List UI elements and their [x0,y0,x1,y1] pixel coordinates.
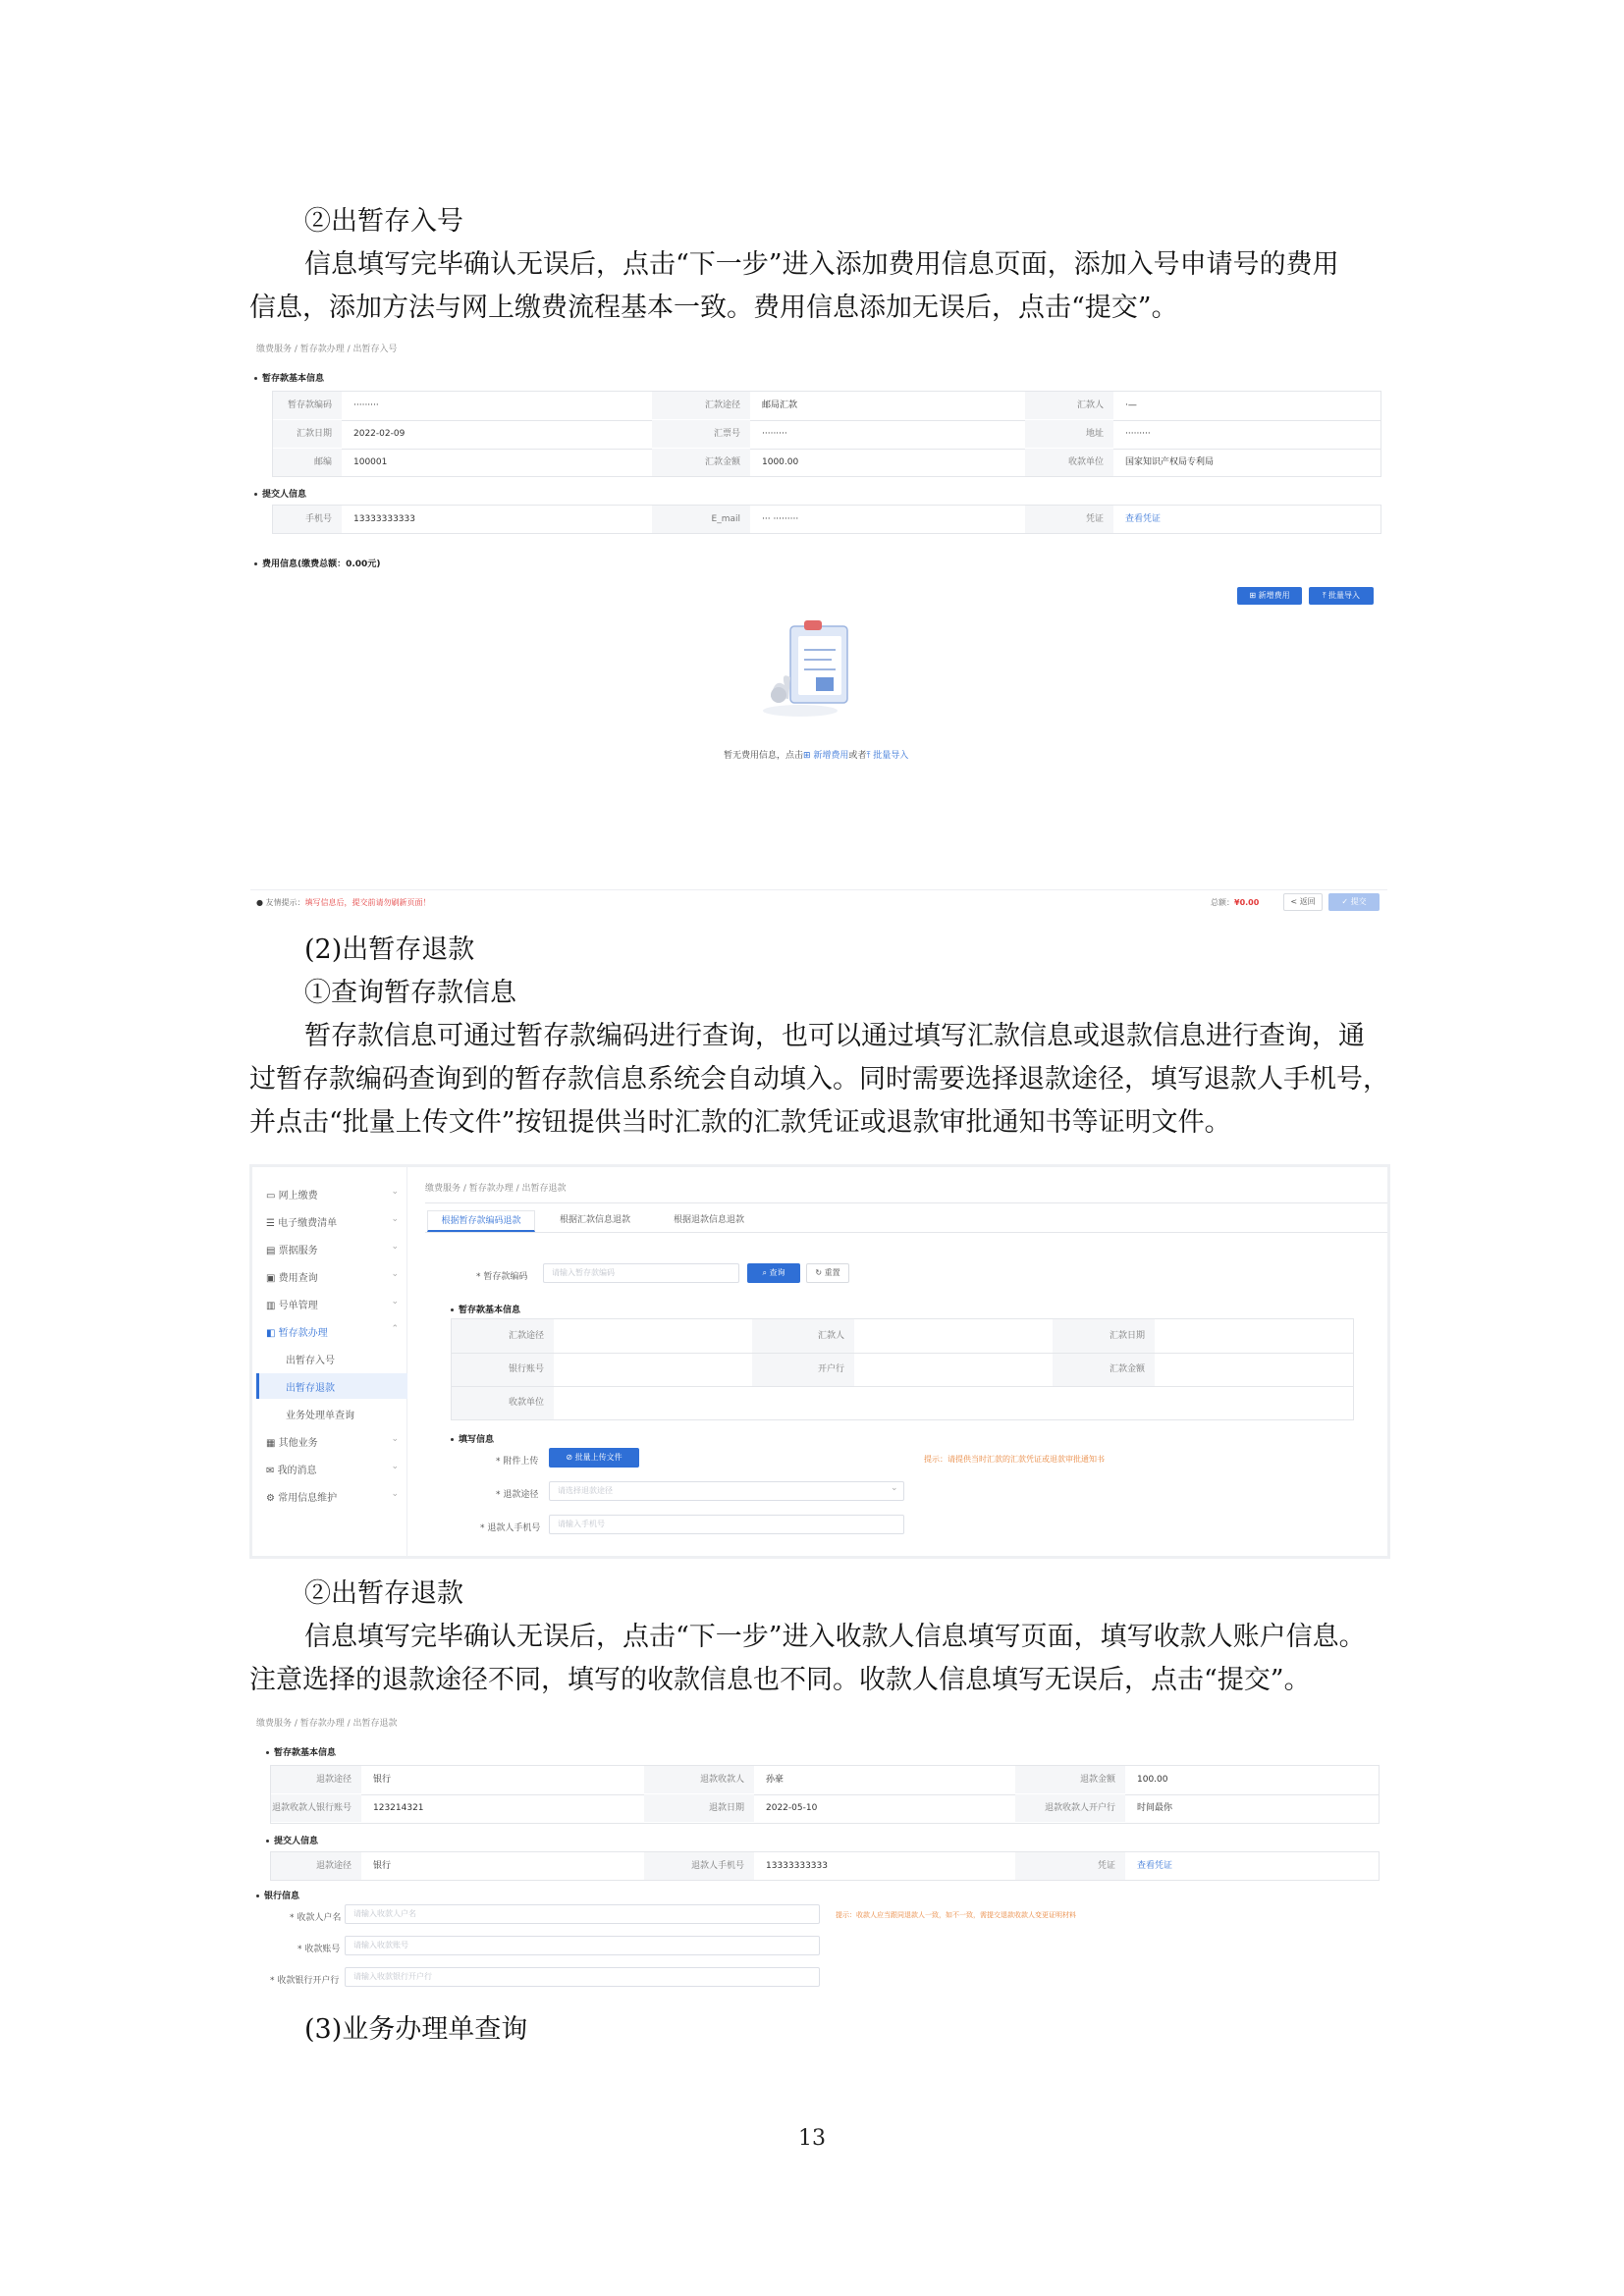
section-title-2: (2)出暂存退款 [304,934,475,965]
value: 孙豪 [766,1775,785,1785]
sidebar-item-number-mgmt[interactable]: ▥ 号单管理 [266,1301,318,1311]
label: 收款单位 [1025,449,1113,476]
empty-text-a: 暂无费用信息，点击 [724,751,804,761]
sidebar-subitem-deposit-refund[interactable]: 出暂存退款 [286,1383,335,1394]
empty-add-fee-link[interactable]: ⊞ 新增费用 [803,751,849,761]
value: 13333333333 [766,1861,828,1871]
step-heading-3: ②出暂存退款 [304,1578,463,1609]
sidebar-item-common-info[interactable]: ⚙ 常用信息维护 [266,1493,338,1504]
label: 开户行 [752,1354,854,1386]
breadcrumb: 缴费服务 / 暂存款办理 / 出暂存入号 [256,345,398,354]
reset-button[interactable]: ↻ 重置 [806,1263,849,1283]
value: 银行 [373,1775,392,1785]
label: 汇款日期 [1053,1319,1155,1353]
add-fee-button[interactable]: ⊞ 新增费用 [1237,587,1302,605]
info-icon: ● [256,898,263,907]
chevron-down-icon: ⌄ [391,1269,399,1279]
bank-branch-label: * 收款银行开户行 [270,1976,340,1986]
sidebar-item-fee-query[interactable]: ▣ 费用查询 [266,1273,318,1284]
paragraph-2-line-1: 暂存款信息可通过暂存款编码进行查询，也可以通过填写汇款信息或退款信息进行查询，通 [304,1021,1365,1051]
value: 时间最你 [1137,1803,1173,1813]
chevron-up-icon: ⌃ [391,1324,399,1334]
paragraph-2-line-3: 并点击“批量上传文件”按钮提供当时汇款的汇款凭证或退款审批通知书等证明文件。 [249,1107,1231,1138]
label: 汇款途径 [452,1319,554,1353]
value: ········· [762,429,787,439]
refund-info-table [270,1765,1380,1824]
paragraph-3-line-1: 信息填写完毕确认无误后，点击“下一步”进入收款人信息填写页面，填写收款人账户信息。 [304,1622,1366,1652]
total-label: 总额： [1211,898,1234,907]
section-title-3: (3)业务办理单查询 [304,2014,528,2045]
tab-by-refund[interactable]: 根据退款信息退款 [673,1215,744,1225]
account-input[interactable]: 请输入收款账号 [345,1936,820,1955]
section-basic-info: 暂存款基本信息 [266,1745,336,1758]
breadcrumb: 缴费服务 / 暂存款办理 / 出暂存退款 [425,1184,567,1194]
sidebar-item-deposit[interactable]: ◧ 暂存款办理 [266,1328,328,1339]
payee-name-input[interactable]: 请输入收款人户名 [345,1904,820,1924]
label: 汇款途径 [652,392,750,419]
section-submitter-info: 提交人信息 [266,1834,318,1846]
value: ········· [1125,429,1151,439]
step-heading-2: ①查询暂存款信息 [304,978,516,1008]
value: 2022-05-10 [766,1803,818,1813]
label: 凭证 [1015,1852,1125,1880]
label: 汇款人 [752,1319,854,1353]
submitter-table [272,505,1381,534]
basic-info-table [272,391,1381,477]
empty-batch-import-link[interactable]: ⤒ 批量导入 [866,751,909,761]
attach-label: * 附件上传 [496,1457,539,1467]
view-voucher-link[interactable]: 查看凭证 [1125,514,1162,524]
payee-name-label: * 收款人户名 [290,1913,342,1923]
deposit-info-table [451,1318,1354,1420]
empty-state-text [724,748,908,761]
label: 退款途径 [271,1852,361,1880]
paragraph-2-line-2: 过暂存款编码查询到的暂存款信息系统会自动填入。同时需要选择退款途径，填写退款人手机号， [249,1064,1389,1095]
tab-by-remit[interactable]: 根据汇款信息退款 [559,1215,630,1225]
label: 邮编 [273,449,342,476]
value: 邮局汇款 [762,400,798,410]
value: 100.00 [1137,1775,1168,1785]
sidebar-subitem-deposit-in[interactable]: 出暂存入号 [286,1356,335,1366]
label: 汇款金额 [1053,1354,1155,1386]
value: 国家知识产权局专利局 [1125,457,1215,467]
refund-phone-input[interactable]: 请输入手机号 [549,1515,904,1534]
route-label: * 退款途径 [496,1490,539,1500]
screenshot-refund-query [249,1164,1390,1559]
breadcrumb: 缴费服务 / 暂存款办理 / 出暂存退款 [256,1719,398,1729]
tip-label: 友情提示： [265,898,305,907]
label: 退款收款人 [644,1766,754,1793]
payee-tip: 提示：收款人应当跟同退款人一致，如不一致，需提交退款收款人变更证明材料 [836,1911,1076,1919]
label: 汇款金额 [652,449,750,476]
tab-by-code[interactable]: 根据暂存款编码退款 [427,1210,535,1232]
sidebar-item-online-pay[interactable]: ▭ 网上缴费 [266,1191,318,1201]
refund-route-select[interactable]: 请选择退款途径 [549,1481,904,1501]
sidebar-subitem-order-query[interactable]: 业务处理单查询 [286,1411,354,1421]
label: 汇款人 [1025,392,1113,419]
value: ··· ········· [762,514,799,524]
sidebar-item-receipt[interactable]: ▤ 票据服务 [266,1246,318,1256]
paragraph-3-line-2: 注意选择的退款途径不同，填写的收款信息也不同。收款人信息填写无误后，点击“提交”。 [249,1665,1311,1695]
label: 收款单位 [452,1387,554,1419]
value: 2022-02-09 [353,429,406,439]
chevron-down-icon: ⌄ [391,1214,399,1224]
value: 银行 [373,1861,392,1871]
back-button[interactable]: < 返回 [1283,893,1323,911]
label: 银行账号 [452,1354,554,1386]
section-fee-info: 费用信息(缴费总额：0.00元) [254,557,380,569]
empty-clipboard-icon [761,609,859,726]
label: 地址 [1025,420,1113,448]
chevron-down-icon: ⌄ [391,1489,399,1499]
label: 凭证 [1025,506,1113,533]
label: 汇款日期 [273,420,342,448]
sidebar-item-messages[interactable]: ✉ 我的消息 [266,1466,317,1476]
query-button[interactable]: ⌕ 查询 [747,1263,800,1283]
sidebar-item-other[interactable]: ▦ 其他业务 [266,1438,318,1449]
paragraph-1-line-2: 信息，添加方法与网上缴费流程基本一致。费用信息添加无误后，点击“提交”。 [249,293,1178,323]
chevron-down-icon: ⌄ [391,1187,399,1197]
phone-label: * 退款人手机号 [480,1523,541,1533]
screenshot-payee-info [250,1708,1389,1993]
screenshot-add-fee [250,334,1387,919]
batch-upload-button[interactable]: ⊘ 批量上传文件 [549,1448,639,1468]
step-heading-1: ②出暂存入号 [304,206,463,237]
chevron-down-icon: ⌄ [391,1462,399,1471]
account-label: * 收款账号 [298,1945,341,1954]
value: 123214321 [373,1803,424,1813]
view-voucher-link[interactable]: 查看凭证 [1137,1861,1173,1871]
label: E_mail [652,506,750,533]
sidebar-item-e-list[interactable]: ☰ 电子缴费清单 [266,1218,338,1229]
paragraph-1-line-1: 信息填写完毕确认无误后，点击“下一步”进入添加费用信息页面，添加入号申请号的费用 [304,249,1339,280]
label: 汇票号 [652,420,750,448]
section-basic-info: 暂存款基本信息 [254,371,324,384]
section-fill-info: 填写信息 [451,1432,494,1445]
value: 100001 [353,457,388,467]
tip-text: 填写信息后，提交前请勿刷新页面！ [304,898,431,907]
label: 退款人手机号 [644,1852,754,1880]
chevron-down-icon: ⌄ [391,1242,399,1252]
sidebar [252,1167,407,1556]
label: 退款途径 [271,1766,361,1793]
batch-import-button[interactable]: ⤒ 批量导入 [1309,587,1374,605]
label: 手机号 [273,506,342,533]
submitter-table [270,1851,1380,1881]
page-number: 13 [798,2126,826,2151]
section-bank-info: 银行信息 [256,1889,299,1901]
friendly-tip [256,897,431,908]
label: 暂存款编码 [273,392,342,419]
section-basic-info: 暂存款基本信息 [451,1303,520,1315]
submit-button[interactable]: ✓ 提交 [1328,893,1380,911]
value: 13333333333 [353,514,415,524]
label: 退款日期 [644,1794,754,1822]
section-submitter-info: 提交人信息 [254,487,306,500]
chevron-down-icon: ⌄ [891,1483,898,1493]
chevron-down-icon: ⌄ [391,1297,399,1307]
value: 1000.00 [762,457,799,467]
bank-branch-input[interactable]: 请输入收款银行开户行 [345,1967,820,1987]
chevron-down-icon: ⌄ [391,1434,399,1444]
value: ········· [353,400,379,410]
total-amount [1211,897,1259,908]
label: 退款金额 [1015,1766,1125,1793]
label: 退款收款人银行账号 [271,1794,361,1822]
deposit-code-input[interactable]: 请输入暂存款编码 [543,1263,739,1283]
code-label: * 暂存款编码 [476,1272,528,1282]
empty-text-b: 或者 [848,751,867,761]
total-value: ¥0.00 [1234,898,1260,907]
value: ·— [1125,400,1137,410]
label: 退款收款人开户行 [1015,1794,1125,1822]
upload-tip: 提示：请提供当时汇款的汇款凭证或退款审批通知书 [924,1455,1105,1464]
